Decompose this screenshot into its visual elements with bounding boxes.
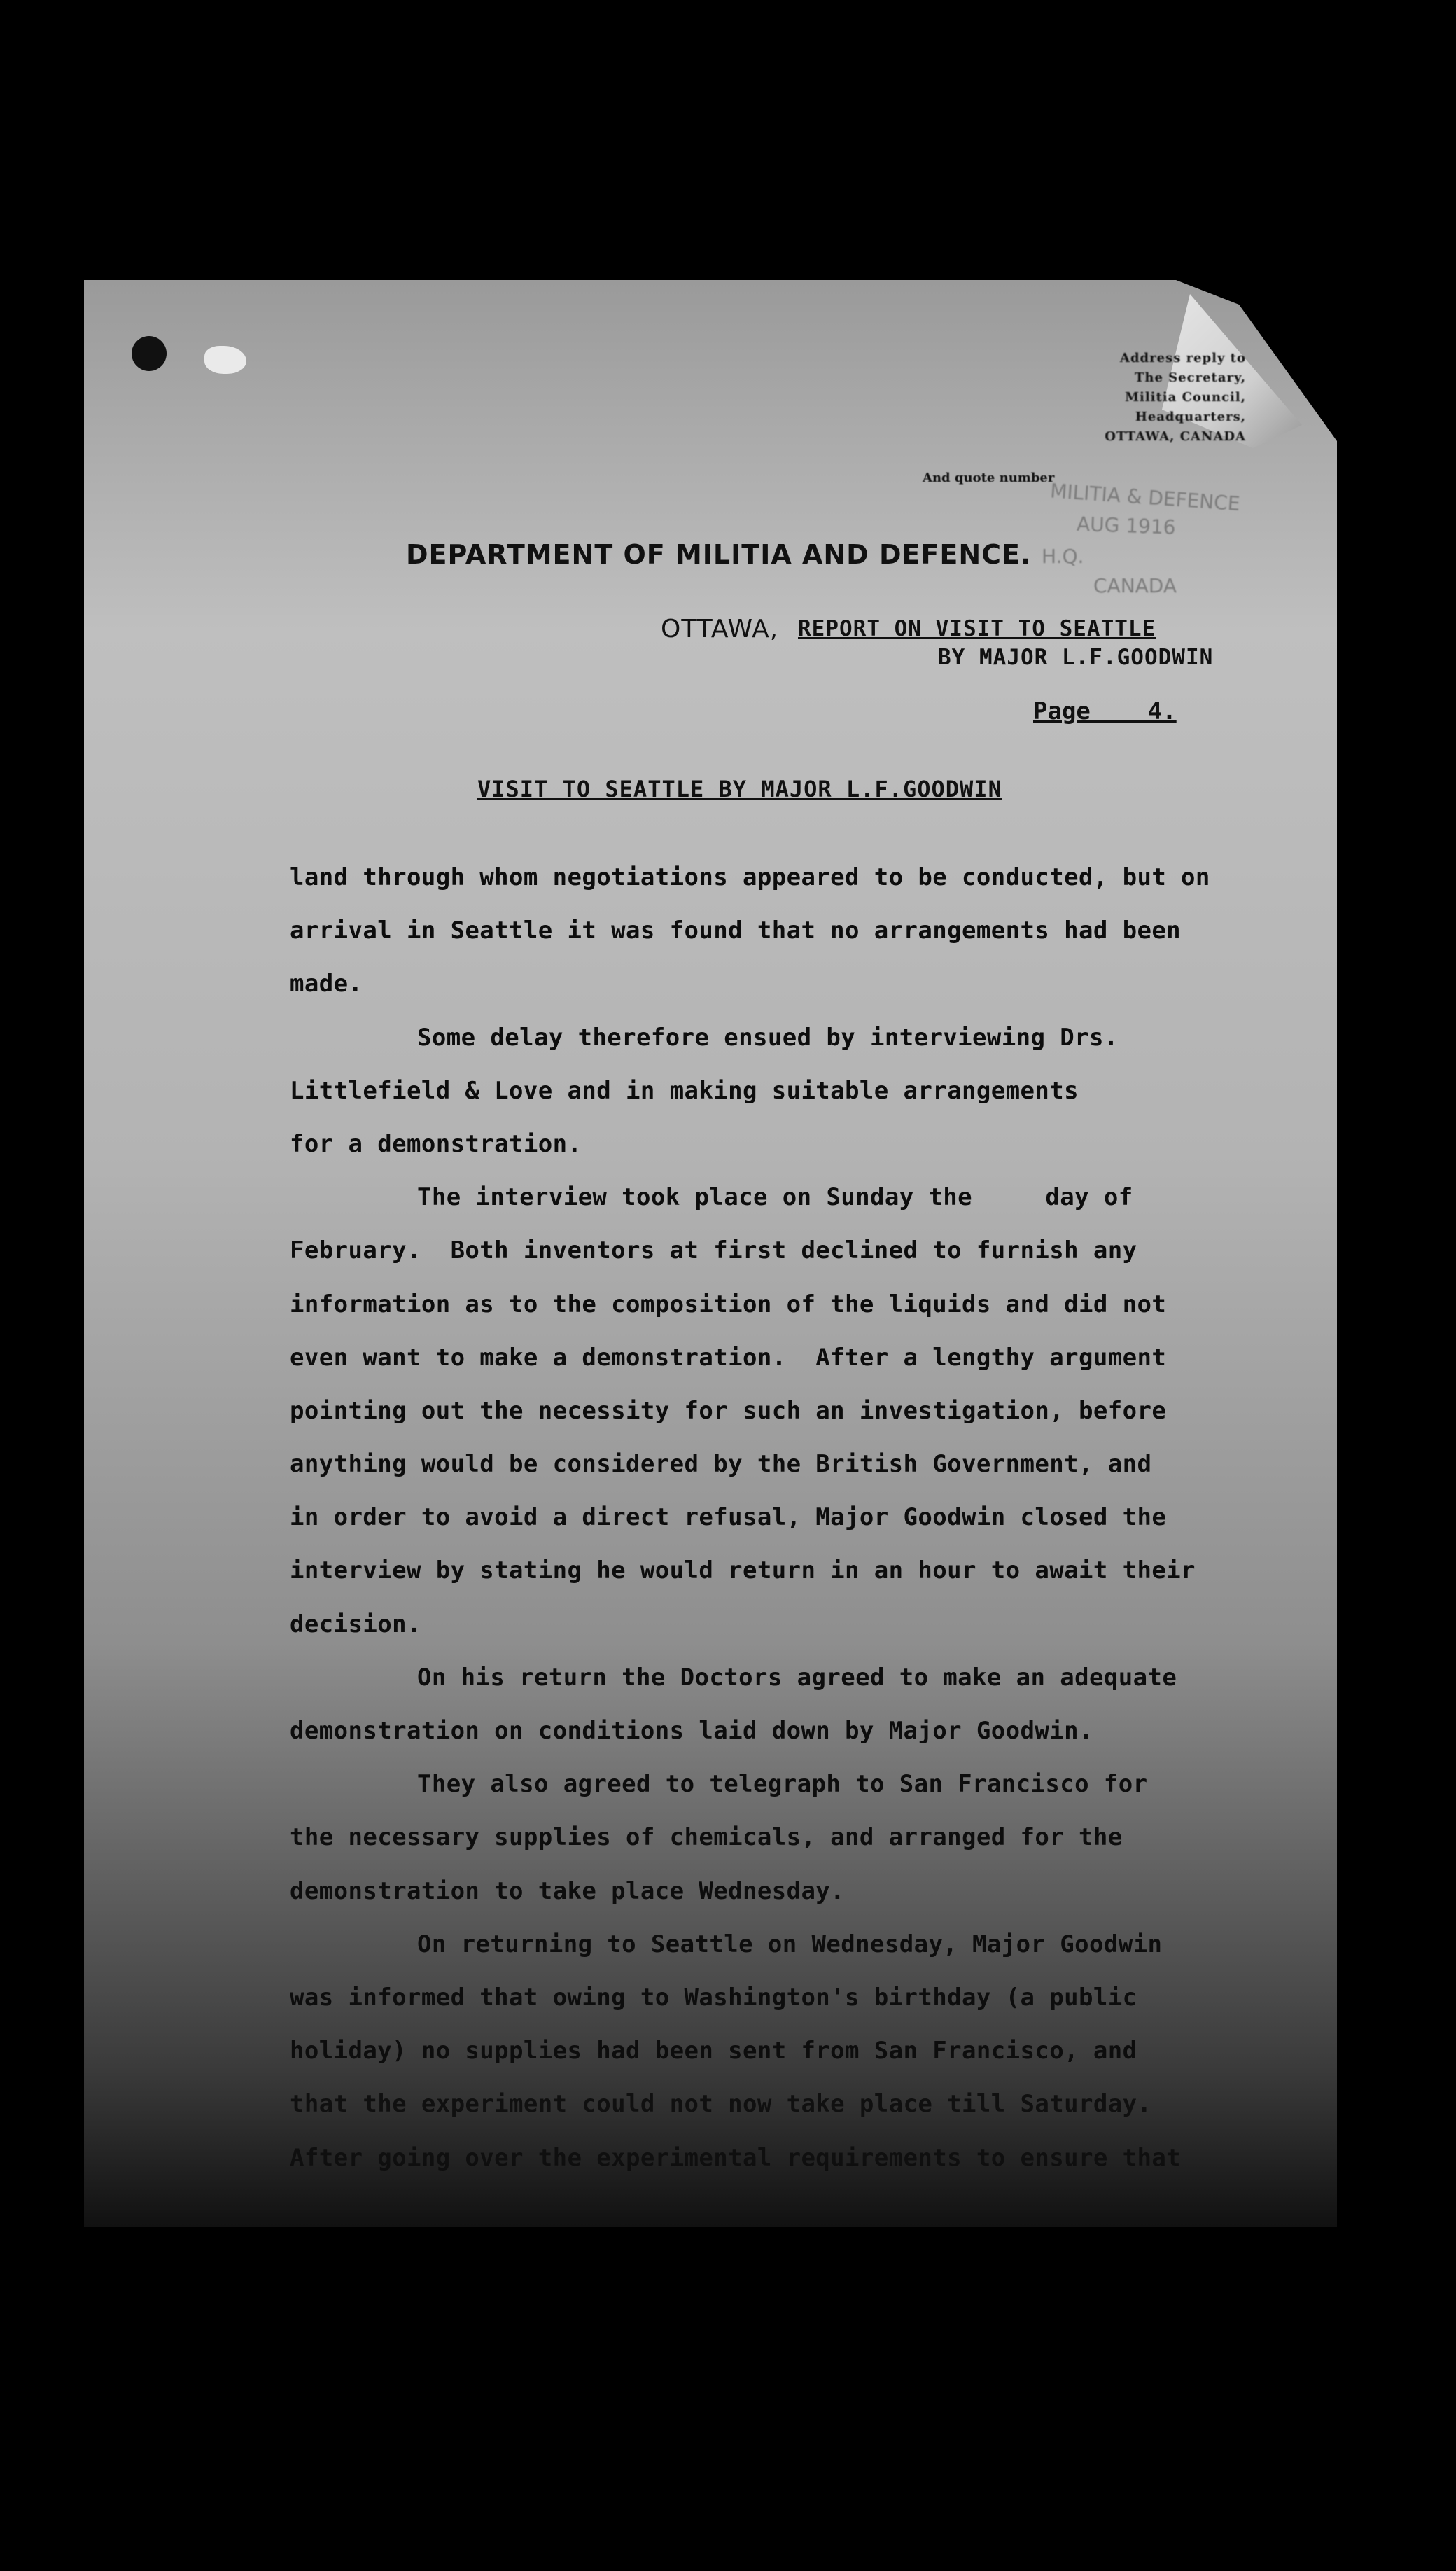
page-heading: VISIT TO SEATTLE BY MAJOR L.F.GOODWIN [477, 776, 1002, 802]
page-number: Page 4. [1033, 697, 1177, 725]
punch-hole [132, 336, 167, 371]
text-line: The interview took place on Sunday the day of [417, 1183, 1133, 1212]
report-author: BY MAJOR L.F.GOODWIN [938, 645, 1214, 670]
text-line: the necessary supplies of chemicals, and arranged for the [290, 1823, 1123, 1852]
stamp-line: CANADA [1093, 574, 1177, 597]
received-date-stamp [1036, 479, 1246, 623]
text-line: pointing out the necessity for such an investigation, before [290, 1396, 1167, 1425]
stamp-line: AUG 1916 [1076, 512, 1177, 539]
text-line: They also agreed to telegraph to San Francisco for [417, 1770, 1148, 1799]
address-line: Headquarters, [1135, 410, 1246, 424]
text-line: in order to avoid a direct refusal, Major Goodwin closed the [290, 1503, 1167, 1532]
text-line: was informed that owing to Washington's birthday (a public [290, 1983, 1138, 2012]
text-line: demonstration on conditions laid down by Major Goodwin. [290, 1717, 1093, 1745]
text-line: February. Both inventors at first declined to furnish any [290, 1236, 1138, 1265]
text-line: On returning to Seattle on Wednesday, Major Goodwin [417, 1930, 1163, 1958]
body-text [290, 851, 1284, 2185]
text-line: holiday) no supplies had been sent from San Francisco, and [290, 2037, 1138, 2065]
address-line: OTTAWA, CANADA [1105, 429, 1246, 444]
stamp-line: MILITIA & DEFENCE [1049, 479, 1241, 516]
text-line: arrival in Seattle it was found that no arrangements had been [290, 917, 1182, 945]
text-line: Littlefield & Love and in making suitable arrangements [290, 1076, 1079, 1105]
address-line: The Secretary, [1134, 370, 1246, 385]
text-line: interview by stating he would return in an hour to await their [290, 1556, 1196, 1585]
address-line: Address reply to [1119, 351, 1246, 365]
text-line: information as to the composition of the liquids and did not [290, 1290, 1167, 1318]
text-line: After going over the experimental requirements to ensure that [290, 2143, 1182, 2172]
letterhead: DEPARTMENT OF MILITIA AND DEFENCE. [406, 539, 1032, 570]
address-line: Militia Council, [1125, 390, 1246, 405]
place-name: OTTAWA, [661, 615, 779, 643]
text-line: made. [290, 970, 363, 998]
text-line: land through whom negotiations appeared to be conducted, but on [290, 863, 1210, 891]
text-line: even want to make a demonstration. After a lengthy argument [290, 1343, 1167, 1372]
paper-blemish [204, 346, 246, 374]
text-line: On his return the Doctors agreed to make an adequate [417, 1663, 1177, 1692]
stamp-line: H.Q. [1042, 545, 1084, 568]
text-line: for a demonstration. [290, 1129, 582, 1158]
report-title: REPORT ON VISIT TO SEATTLE [798, 616, 1156, 641]
quote-number-label: And quote number [923, 471, 1055, 485]
text-line: anything would be considered by the British Government, and [290, 1450, 1152, 1479]
address-reply-stamp [1008, 349, 1246, 447]
text-line: Some delay therefore ensued by interviewing Drs. [417, 1023, 1119, 1052]
text-line: that the experiment could not now take place till Saturday. [290, 2090, 1152, 2119]
text-line: demonstration to take place Wednesday. [290, 1876, 846, 1905]
text-line: decision. [290, 1610, 421, 1638]
